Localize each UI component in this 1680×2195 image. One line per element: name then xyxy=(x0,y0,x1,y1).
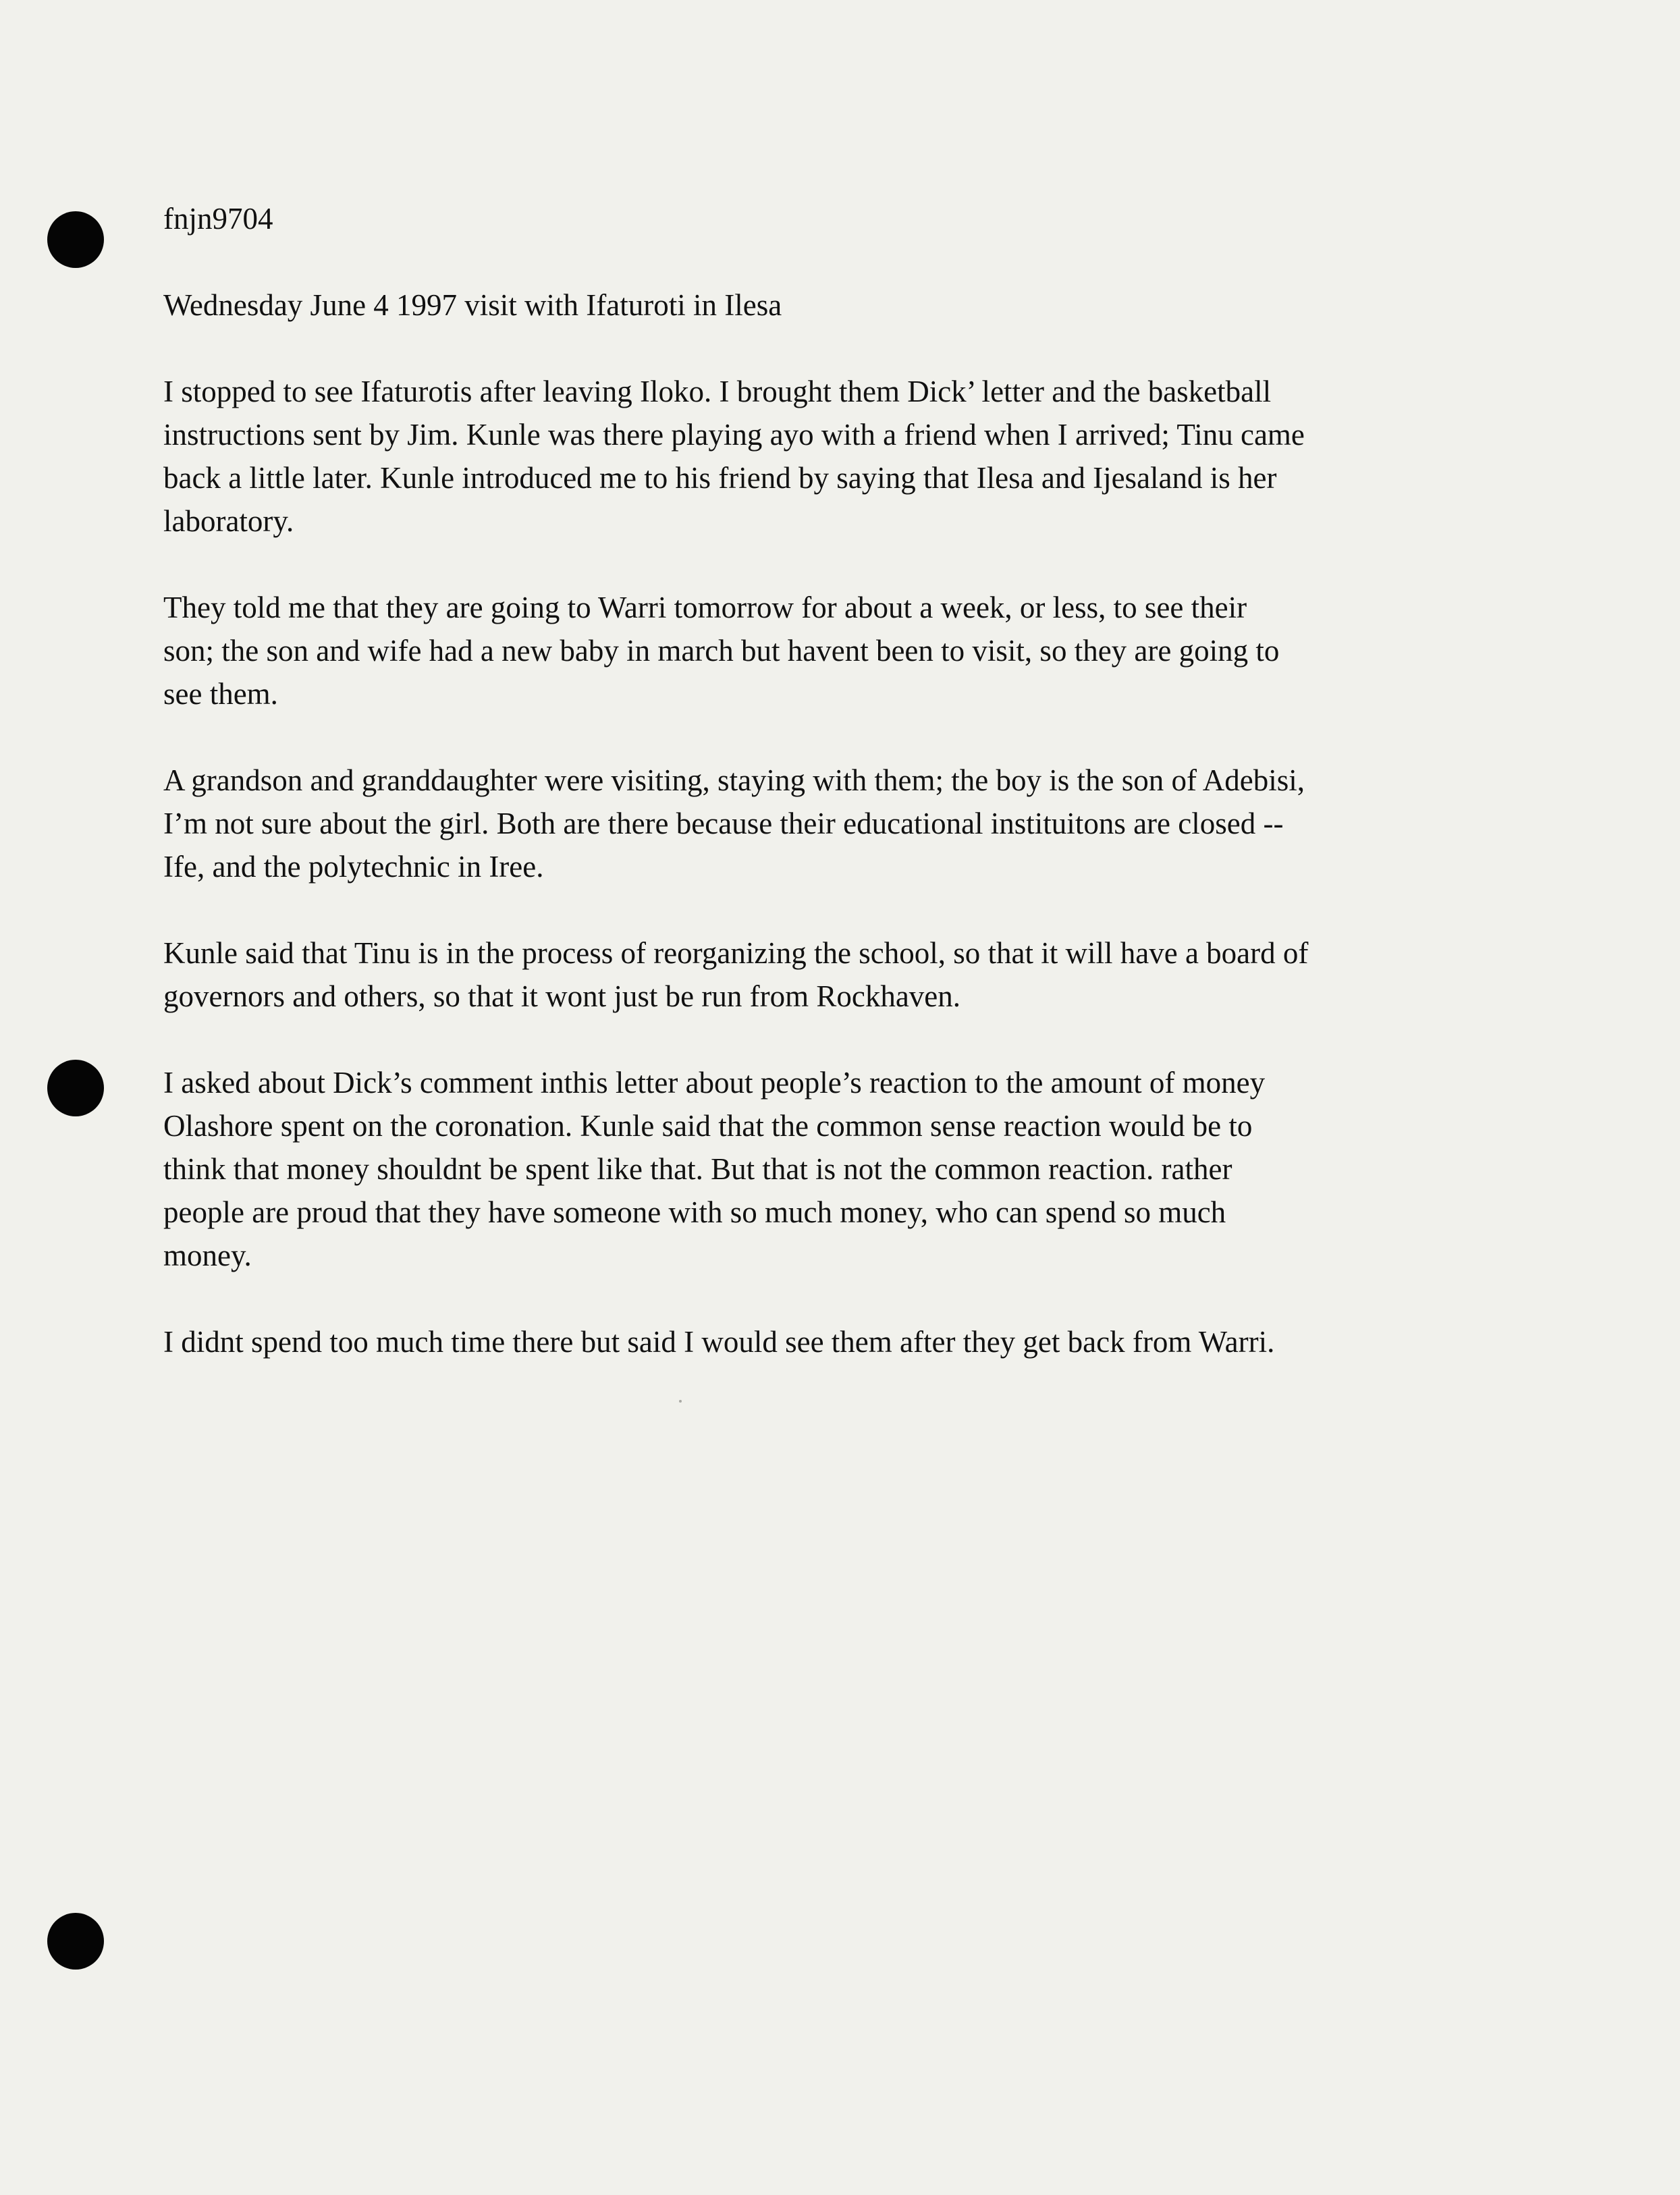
paragraph-line: I didnt spend too much time there but said I would see them after they get back from Warri. xyxy=(163,1325,1275,1359)
document-title: Wednesday June 4 1997 visit with Ifaturoti in Ilesa xyxy=(163,288,782,322)
paragraph-line: laboratory. xyxy=(163,504,294,538)
paragraph-line: Ife, and the polytechnic in Iree. xyxy=(163,850,544,884)
paragraph-line: I asked about Dick’s comment inthis letter about people’s reaction to the amount of money xyxy=(163,1066,1266,1100)
paragraph-line: son; the son and wife had a new baby in march but havent been to visit, so they are going to xyxy=(163,634,1280,668)
paragraph-line: people are proud that they have someone with so much money, who can spend so much xyxy=(163,1195,1226,1229)
paragraph xyxy=(163,759,1567,888)
paragraph-line: think that money shouldnt be spent like that. But that is not the common reaction. rather xyxy=(163,1152,1232,1186)
paragraph xyxy=(163,931,1567,1018)
paragraph-line: I stopped to see Ifaturotis after leaving Iloko. I brought them Dick’ letter and the basketball xyxy=(163,375,1272,408)
document-identifier: fnjn9704 xyxy=(163,202,273,236)
paragraph-line: governors and others, so that it wont just be run from Rockhaven. xyxy=(163,979,961,1013)
paragraph xyxy=(163,1061,1567,1277)
punch-hole-bottom xyxy=(47,1913,104,1970)
document-body xyxy=(163,197,1567,1407)
paragraph-line: Kunle said that Tinu is in the process of reorganizing the school, so that it will have a board of xyxy=(163,936,1309,970)
paragraph-line: A grandson and granddaughter were visiting, staying with them; the boy is the son of Adebisi, xyxy=(163,763,1305,797)
paragraph-line: Olashore spent on the coronation. Kunle said that the common sense reaction would be to xyxy=(163,1109,1253,1143)
paragraph xyxy=(163,370,1567,543)
paragraph-line: back a little later. Kunle introduced me to his friend by saying that Ilesa and Ijesaland is her xyxy=(163,461,1277,495)
paragraph-line: They told me that they are going to Warri tomorrow for about a week, or less, to see their xyxy=(163,591,1247,624)
paragraph xyxy=(163,1320,1567,1363)
paragraph-line: money. xyxy=(163,1239,252,1272)
paper-speck xyxy=(679,1400,682,1403)
paragraph-line: instructions sent by Jim. Kunle was there playing ayo with a friend when I arrived; Tinu came xyxy=(163,418,1305,452)
paragraph-line: I’m not sure about the girl. Both are there because their educational instituitons are closed -- xyxy=(163,807,1284,840)
punch-hole-top xyxy=(47,211,104,268)
paragraph xyxy=(163,586,1567,715)
punch-hole-middle xyxy=(47,1060,104,1116)
paragraph-line: see them. xyxy=(163,677,278,711)
